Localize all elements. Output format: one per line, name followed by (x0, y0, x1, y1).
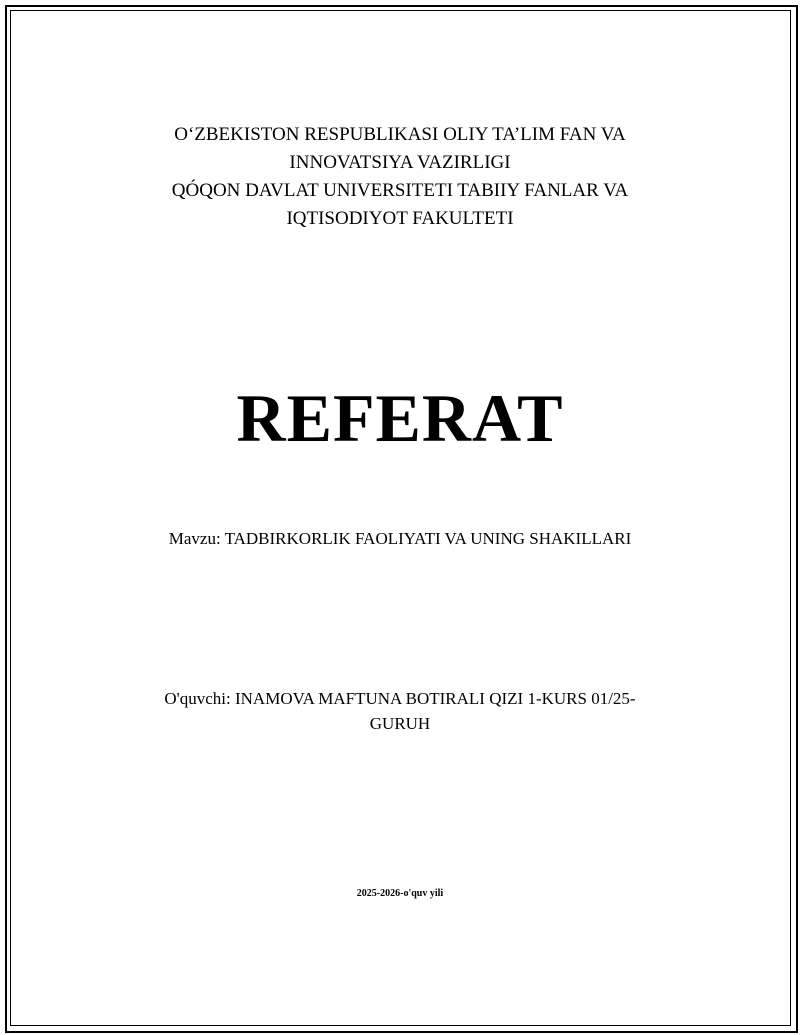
student-info (120, 686, 680, 736)
student-group-line: GURUH (369, 714, 431, 733)
header-line-faculty: IQTISODIYOT FAKULTETI (286, 208, 514, 229)
academic-year: 2025-2026-o'quv yili (356, 888, 444, 899)
topic-line: Mavzu: TADBIRKORLIK FAOLIYATI VA UNING SHAKILLARI (168, 529, 632, 548)
document-title: REFERAT (236, 380, 564, 456)
institution-header (100, 121, 700, 233)
student-line: O'quvchi: INAMOVA MAFTUNA BOTIRALI QIZI 1-KURS 01/25- (164, 689, 636, 708)
header-line-university: QÓQON DAVLAT UNIVERSITETI TABIIY FANLAR VA (171, 180, 629, 201)
header-line-ministry: O‘ZBEKISTON RESPUBLIKASI OLIY TA’LIM FAN VA (174, 124, 626, 145)
header-line-ministry-cont: INNOVATSIYA VAZIRLIGI (289, 152, 511, 173)
